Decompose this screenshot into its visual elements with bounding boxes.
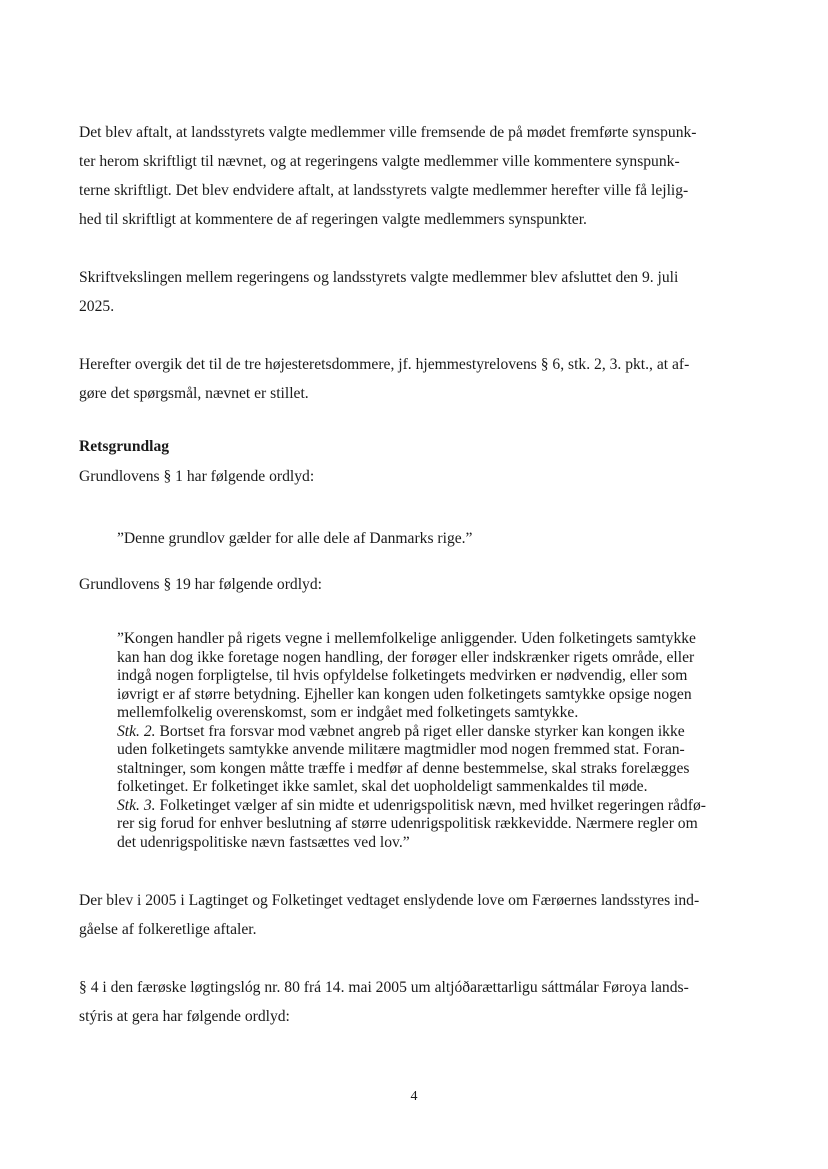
paragraph-love-2005 — [79, 886, 759, 944]
quote-line: folketinget. Er folketinget ikke samlet, skal det uopholdeligt sammenkaldes til møde. — [117, 778, 648, 795]
paragraph-skriftveksling — [79, 263, 759, 321]
paragraph-logtingslog — [79, 973, 759, 1031]
text-line: stýris at gera har følgende ordlyd: — [79, 1008, 290, 1025]
quote-line-stk3 — [117, 797, 757, 816]
quote-grundlov-19 — [117, 630, 757, 852]
page-number: 4 — [410, 1089, 418, 1104]
quote-grundlov-1: ”Denne grundlov gælder for alle dele af Danmarks rige.” — [117, 530, 473, 547]
text-line: § 4 i den færøske løgtingslóg nr. 80 frá 14. mai 2005 um altjóðarættarligu sáttmálar Føroya lands- — [79, 979, 689, 996]
intro-grundlov-19: Grundlovens § 19 har følgende ordlyd: — [79, 576, 322, 593]
paragraph-aftale — [79, 118, 759, 234]
stk3-text: Folketinget vælger af sin midte et udenrigspolitisk nævn, med hvilket regeringen rådfø- — [155, 796, 706, 814]
paragraph-herefter — [79, 350, 759, 408]
quote-line: iøvrigt er af større betydning. Ejheller kan kongen uden folketingets samtykke opsige nogen — [117, 685, 692, 703]
quote-line: rer sig forud for enhver beslutning af større udenrigspolitisk rækkevidde. Nærmere regler om — [117, 815, 698, 832]
text-line: hed til skriftligt at kommentere de af regeringen valgte medlemmers synspunkter. — [79, 211, 587, 228]
stk2-label: Stk. 2. — [117, 722, 156, 740]
text-line: 2025. — [79, 298, 115, 315]
text-line: gåelse af folkeretlige aftaler. — [79, 921, 257, 938]
section-heading: Retsgrundlag — [79, 438, 170, 455]
quote-line: det udenrigspolitiske nævn fastsættes ved lov.” — [117, 833, 410, 851]
intro-grundlov-1: Grundlovens § 1 har følgende ordlyd: — [79, 468, 315, 485]
quote-line-stk2 — [117, 723, 757, 742]
stk3-label: Stk. 3. — [117, 796, 156, 814]
text-line: Herefter overgik det til de tre højesteretsdommere, jf. hjemmestyrelovens § 6, stk. 2, 3. pkt., at af- — [79, 356, 690, 373]
quote-line: ”Kongen handler på rigets vegne i mellemfolkelige anliggender. Uden folketingets samtykke — [117, 630, 696, 647]
quote-line: kan han dog ikke foretage nogen handling, der forøger eller indskrænker rigets område, eller — [117, 648, 695, 666]
text-line: ter herom skriftligt til nævnet, og at regeringens valgte medlemmer ville kommentere synspunk- — [79, 153, 680, 170]
text-line: Skriftvekslingen mellem regeringens og landsstyrets valgte medlemmer blev afsluttet den 9. juli — [79, 269, 679, 286]
quote-line: uden folketingets samtykke anvende militære magtmidler mod nogen fremmed stat. Foran- — [117, 741, 685, 758]
stk2-text: Bortset fra forsvar mod væbnet angreb på riget eller danske styrker kan kongen ikke — [155, 722, 685, 740]
text-line: gøre det spørgsmål, nævnet er stillet. — [79, 385, 309, 402]
text-line: Der blev i 2005 i Lagtinget og Folketinget vedtaget enslydende love om Færøernes landsstyres ind- — [79, 892, 700, 909]
quote-line: indgå nogen forpligtelse, til hvis opfyldelse folketingets medvirken er nødvendig, eller som — [117, 667, 688, 684]
text-line: terne skriftligt. Det blev endvidere aftalt, at landsstyrets valgte medlemmer herefter ville få lejlig- — [79, 182, 689, 199]
quote-line: staltninger, som kongen måtte træffe i medfør af denne bestemmelse, skal straks forelægges — [117, 759, 690, 777]
text-line: Det blev aftalt, at landsstyrets valgte medlemmer ville fremsende de på mødet fremførte synspunk- — [79, 124, 697, 141]
quote-line: mellemfolkelig overenskomst, som er indgået med folketingets samtykke. — [117, 704, 579, 721]
